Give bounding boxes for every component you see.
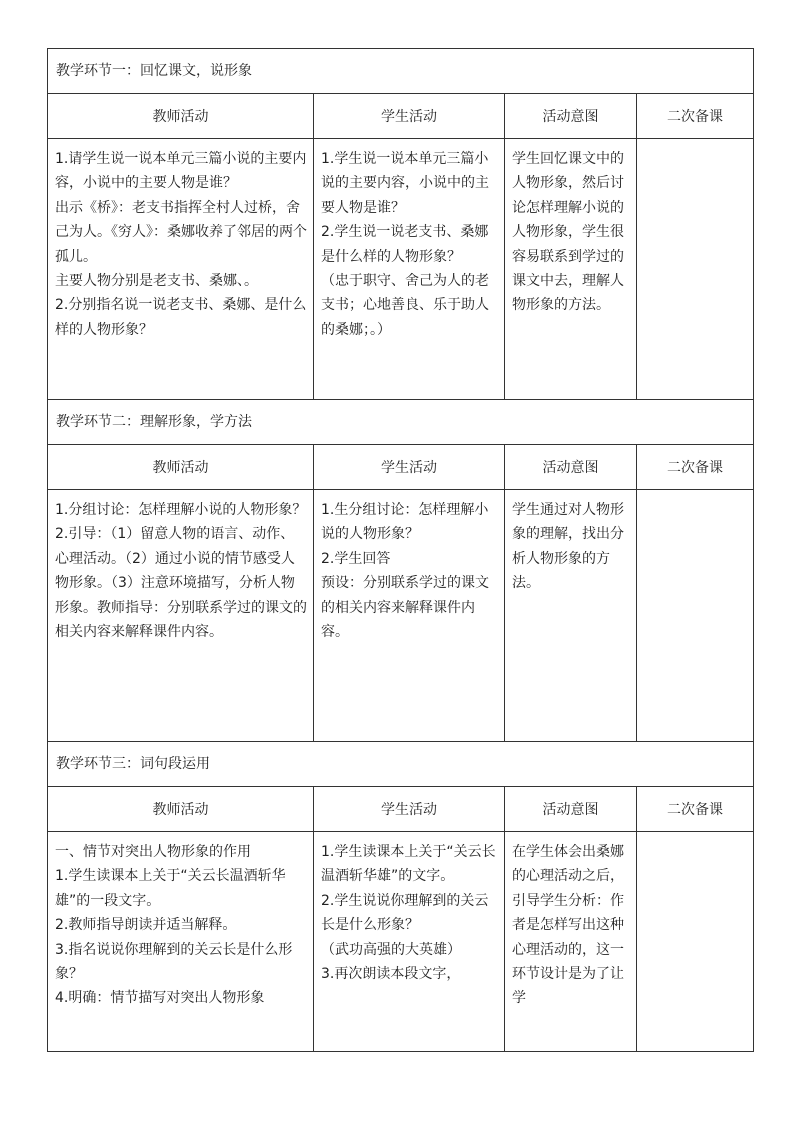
paragraph: （忠于职守、舍己为人的老支书；心地善良、乐于助人的桑娜；。） xyxy=(321,273,489,338)
header-student: 学生活动 xyxy=(314,94,505,139)
prep-cell[interactable] xyxy=(637,490,754,742)
header-teacher: 教师活动 xyxy=(48,445,314,490)
intent-cell xyxy=(505,490,637,742)
content-row xyxy=(48,139,754,400)
header-intent: 活动意图 xyxy=(505,94,637,139)
intent-cell xyxy=(505,832,637,1052)
content-row xyxy=(48,832,754,1052)
header-student: 学生活动 xyxy=(314,787,505,832)
paragraph: （武功高强的大英雄） xyxy=(321,941,461,958)
teacher-cell xyxy=(48,832,314,1052)
section-title-row xyxy=(48,400,754,445)
section-title-row xyxy=(48,49,754,94)
paragraph: 3.再次朗读本段文字， xyxy=(321,966,461,983)
paragraph: 预设：分别联系学过的课文的相关内容来解释课件内容。 xyxy=(321,575,489,641)
header-prep: 二次备课 xyxy=(637,445,754,490)
section-title: 教学环节一：回忆课文，说形象 xyxy=(48,49,754,94)
paragraph: 1.生分组讨论：怎样理解小说的人物形象？ xyxy=(321,502,489,543)
prep-cell[interactable] xyxy=(637,139,754,400)
header-row xyxy=(48,94,754,139)
paragraph: 4.明确：情节描写对突出人物形象 xyxy=(55,990,265,1007)
teacher-cell xyxy=(48,490,314,742)
header-row xyxy=(48,445,754,490)
paragraph: 2.引导：（1）留意人物的语言、动作、心理活动。（2）通过小说的情节感受人物形象。（3）注意环境描写，分析人物形象。教师指导：分别联系学过的课文的相关内容来解释课件内容。 xyxy=(55,526,307,641)
prep-cell[interactable] xyxy=(637,832,754,1052)
header-student: 学生活动 xyxy=(314,445,505,490)
paragraph: 2.分别指名说一说老支书、桑娜、是什么样的人物形象？ xyxy=(55,297,307,338)
header-teacher: 教师活动 xyxy=(48,94,314,139)
section-title: 教学环节二：理解形象，学方法 xyxy=(48,400,754,445)
header-intent: 活动意图 xyxy=(505,787,637,832)
header-row xyxy=(48,787,754,832)
paragraph: 一、情节对突出人物形象的作用 xyxy=(55,844,251,860)
paragraph: 在学生体会出桑娜的心理活动之后，引导学生分析：作者是怎样写出这种心理活动的，这一环节设计是为了让学 xyxy=(512,844,624,1007)
paragraph: 2.学生回答 xyxy=(321,550,391,567)
intent-cell xyxy=(505,139,637,400)
content-row xyxy=(48,490,754,742)
paragraph: 2.学生说一说老支书、桑娜是什么样的人物形象？ xyxy=(321,224,489,265)
paragraph: 1.学生读课本上关于“关云长温酒斩华雄”的文字。 xyxy=(321,844,496,885)
teacher-cell xyxy=(48,139,314,400)
paragraph: 2.教师指导朗读并适当解释。 xyxy=(55,917,237,934)
student-cell xyxy=(314,139,505,400)
paragraph: 3.指名说说你理解到的关云长是什么形象？ xyxy=(55,941,293,983)
header-teacher: 教师活动 xyxy=(48,787,314,832)
paragraph: 1.学生读课本上关于“关云长温酒斩华雄”的一段文字。 xyxy=(55,868,286,909)
paragraph: 主要人物分别是老支书、桑娜、。 xyxy=(55,273,258,290)
paragraph: 1.请学生说一说本单元三篇小说的主要内容，小说中的主要人物是谁？ xyxy=(55,151,307,192)
section-title-row xyxy=(48,742,754,787)
paragraph: 学生回忆课文中的人物形象，然后讨论怎样理解小说的人物形象，学生很容易联系到学过的课文中去，理解人物形象的方法。 xyxy=(512,151,624,314)
student-cell xyxy=(314,490,505,742)
section-title: 教学环节三：词句段运用 xyxy=(48,742,754,787)
paragraph: 1.分组讨论：怎样理解小说的人物形象？ xyxy=(55,502,307,518)
student-cell xyxy=(314,832,505,1052)
header-prep: 二次备课 xyxy=(637,94,754,139)
paragraph: 出示《桥》：老支书指挥全村人过桥，舍己为人。《穷人》：桑娜收养了邻居的两个孤儿。 xyxy=(55,199,307,265)
header-prep: 二次备课 xyxy=(637,787,754,832)
paragraph: 学生通过对人物形象的理解，找出分析人物形象的方法。 xyxy=(512,502,624,592)
paragraph: 1.学生说一说本单元三篇小说的主要内容，小说中的主要人物是谁？ xyxy=(321,151,489,216)
paragraph: 2.学生说说你理解到的关云长是什么形象？ xyxy=(321,892,489,934)
lesson-plan-table xyxy=(47,48,754,1052)
header-intent: 活动意图 xyxy=(505,445,637,490)
